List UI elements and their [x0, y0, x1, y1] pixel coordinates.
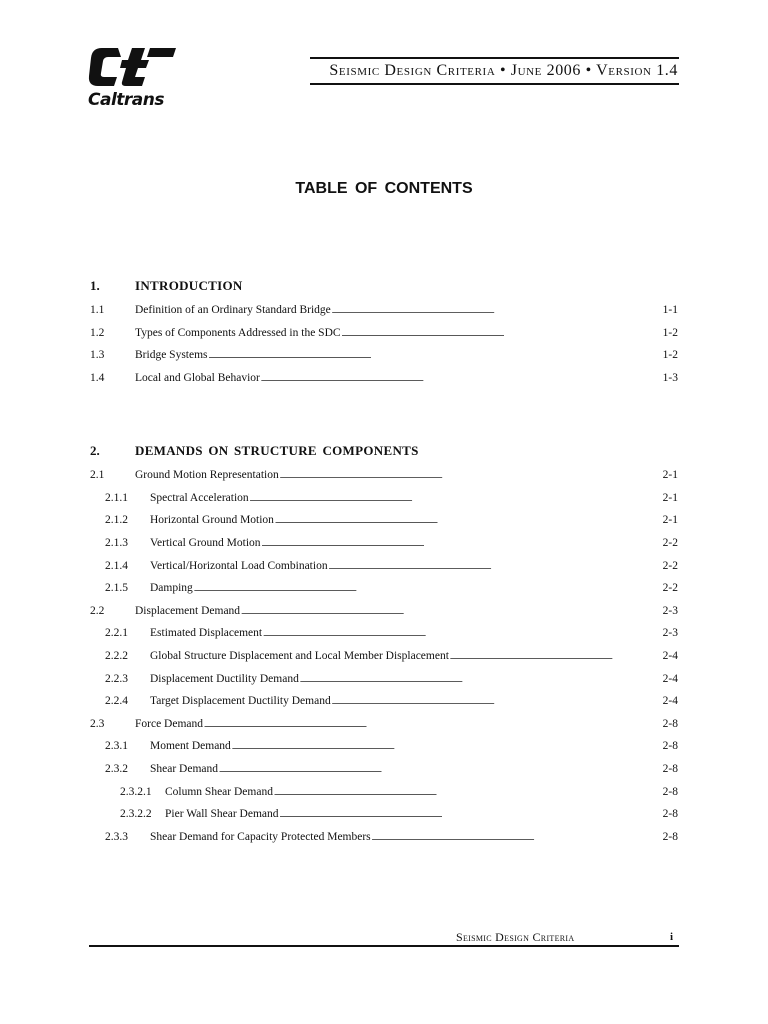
toc-entry-label: Vertical/Horizontal Load Combination	[150, 559, 328, 572]
dot-leader	[219, 763, 662, 775]
toc-entry-number: 2.2.1	[105, 627, 128, 640]
toc-entry	[90, 509, 678, 532]
toc-entry-number: 2.1	[90, 469, 105, 482]
toc-entry-label: Ground Motion Representation	[135, 469, 279, 482]
toc-entry-number: 2.3.3	[105, 830, 128, 843]
logo-wordmark: Caltrans	[88, 90, 164, 110]
toc-entry-number: 2.2	[90, 604, 105, 617]
toc-entry-number: 2.2.3	[105, 672, 128, 685]
toc-entry-number: 2.3.2	[105, 763, 128, 776]
header-title: Seismic Design Criteria • June 2006 • Version 1.4	[329, 62, 678, 79]
dot-leader	[261, 372, 662, 384]
toc-entry	[90, 826, 678, 849]
toc-entry-label: Displacement Demand	[135, 604, 241, 617]
toc-entry-page: 2-2	[662, 582, 678, 595]
dot-leader	[250, 492, 662, 504]
section-title: INTRODUCTION	[135, 278, 243, 293]
toc-entry-number: 2.2.2	[105, 650, 128, 663]
toc-entry-label: Column Shear Demand	[165, 785, 273, 798]
toc-entry-number: 2.1.1	[105, 491, 128, 504]
toc-entry-label: Shear Demand for Capacity Protected Members	[150, 830, 371, 843]
toc-entry-label: Spectral Acceleration	[150, 491, 249, 504]
toc-entry	[90, 622, 678, 645]
toc-entry-label: Moment Demand	[150, 740, 231, 753]
dot-leader	[241, 605, 662, 617]
toc-entry-page: 2-8	[662, 763, 678, 776]
toc-entry-page: 2-8	[662, 785, 678, 798]
section-title: DEMANDS ON STRUCTURE COMPONENTS	[135, 443, 419, 458]
toc-entry	[90, 299, 678, 322]
toc-section-2	[90, 437, 678, 848]
dot-leader	[209, 349, 662, 361]
toc-entry-label: Shear Demand	[150, 763, 219, 776]
toc-entry-label: Target Displacement Ductility Demand	[150, 695, 331, 708]
toc-entry-page: 2-4	[662, 650, 678, 663]
dot-leader	[372, 831, 662, 843]
toc-entry-label: Damping	[150, 582, 193, 595]
toc-entry-page: 1-2	[662, 326, 678, 339]
toc-entry	[90, 554, 678, 577]
dot-leader	[280, 469, 662, 481]
toc-entry-label: Definition of an Ordinary Standard Bridge	[135, 304, 331, 317]
toc-entry-number: 2.3.2.2	[120, 808, 152, 821]
toc-entry-number: 1.4	[90, 372, 105, 385]
toc-entry-number: 2.1.3	[105, 537, 128, 550]
header-rule-top	[310, 57, 679, 59]
toc-entry-label: Bridge Systems	[135, 349, 208, 362]
dot-leader	[329, 560, 662, 572]
section-number: 1.	[90, 278, 100, 293]
toc-entry-page: 2-8	[662, 808, 678, 821]
toc-entry-number: 2.1.5	[105, 582, 128, 595]
dot-leader	[342, 327, 662, 339]
toc-entry	[90, 803, 678, 826]
toc-entry-page: 2-3	[662, 604, 678, 617]
toc-entry	[90, 690, 678, 713]
toc-entry-page: 2-1	[662, 514, 678, 527]
page-title: TABLE OF CONTENTS	[295, 180, 473, 197]
section-heading	[90, 437, 678, 459]
toc-entry-label: Displacement Ductility Demand	[150, 672, 299, 685]
toc-entry-page: 2-4	[662, 695, 678, 708]
toc-entry	[90, 464, 678, 487]
toc-entry	[90, 713, 678, 736]
dot-leader	[274, 786, 662, 798]
toc-entry-page: 1-1	[662, 304, 678, 317]
toc-entry	[90, 367, 678, 390]
toc-entry-page: 2-8	[662, 717, 678, 730]
toc-entry-page: 2-3	[662, 627, 678, 640]
toc-entry-label: Force Demand	[135, 717, 204, 730]
toc-entry-label: Pier Wall Shear Demand	[165, 808, 279, 821]
toc-entry-page: 2-2	[662, 537, 678, 550]
toc-entry-number: 2.1.2	[105, 514, 128, 527]
toc-entry-number: 1.3	[90, 349, 105, 362]
toc-entry-label: Types of Components Addressed in the SDC	[135, 326, 341, 339]
caltrans-logo	[88, 46, 178, 118]
section-heading	[90, 272, 678, 294]
toc-entry	[90, 780, 678, 803]
toc-entry-page: 2-8	[662, 740, 678, 753]
dot-leader	[263, 627, 662, 639]
toc-entry-page: 1-3	[662, 372, 678, 385]
section-number: 2.	[90, 443, 100, 458]
footer-page-number: i	[670, 931, 674, 943]
toc-section-1	[90, 272, 678, 389]
toc-entry-number: 2.1.4	[105, 559, 128, 572]
toc-entry-number: 2.3.2.1	[120, 785, 152, 798]
footer-rule	[89, 945, 679, 947]
header-rule	[310, 83, 679, 85]
toc-entry-label: Vertical Ground Motion	[150, 537, 261, 550]
toc-entry-page: 2-1	[662, 469, 678, 482]
toc-entry-label: Global Structure Displacement and Local Member Displacement	[150, 650, 449, 663]
toc-entry-number: 2.2.4	[105, 695, 128, 708]
toc-entry	[90, 487, 678, 510]
ct-logo-mark-icon	[88, 46, 178, 88]
toc-entry-page: 2-8	[662, 830, 678, 843]
toc-entry-label: Horizontal Ground Motion	[150, 514, 274, 527]
toc-entry-page: 1-2	[662, 349, 678, 362]
dot-leader	[300, 673, 662, 685]
toc-entry-number: 2.3.1	[105, 740, 128, 753]
dot-leader	[262, 537, 662, 549]
dot-leader	[280, 808, 662, 820]
toc-entry-page: 2-4	[662, 672, 678, 685]
dot-leader	[450, 650, 662, 662]
toc-entry-number: 1.1	[90, 304, 105, 317]
footer-title: Seismic Design Criteria	[456, 930, 575, 944]
toc-entry-number: 2.3	[90, 717, 105, 730]
toc-entry	[90, 322, 678, 345]
toc-entry	[90, 667, 678, 690]
dot-leader	[332, 304, 662, 316]
toc-entry	[90, 577, 678, 600]
toc-entry	[90, 758, 678, 781]
toc-entry-label: Local and Global Behavior	[135, 372, 260, 385]
toc-entry	[90, 645, 678, 668]
toc-entry-page: 2-1	[662, 491, 678, 504]
toc-entry	[90, 532, 678, 555]
dot-leader	[204, 718, 662, 730]
toc-entry	[90, 600, 678, 623]
toc-entry-page: 2-2	[662, 559, 678, 572]
toc-entry-label: Estimated Displacement	[150, 627, 263, 640]
dot-leader	[332, 695, 662, 707]
dot-leader	[232, 740, 662, 752]
dot-leader	[275, 514, 662, 526]
toc-entry	[90, 344, 678, 367]
dot-leader	[194, 582, 662, 594]
toc-entry-number: 1.2	[90, 326, 105, 339]
toc-entry	[90, 735, 678, 758]
